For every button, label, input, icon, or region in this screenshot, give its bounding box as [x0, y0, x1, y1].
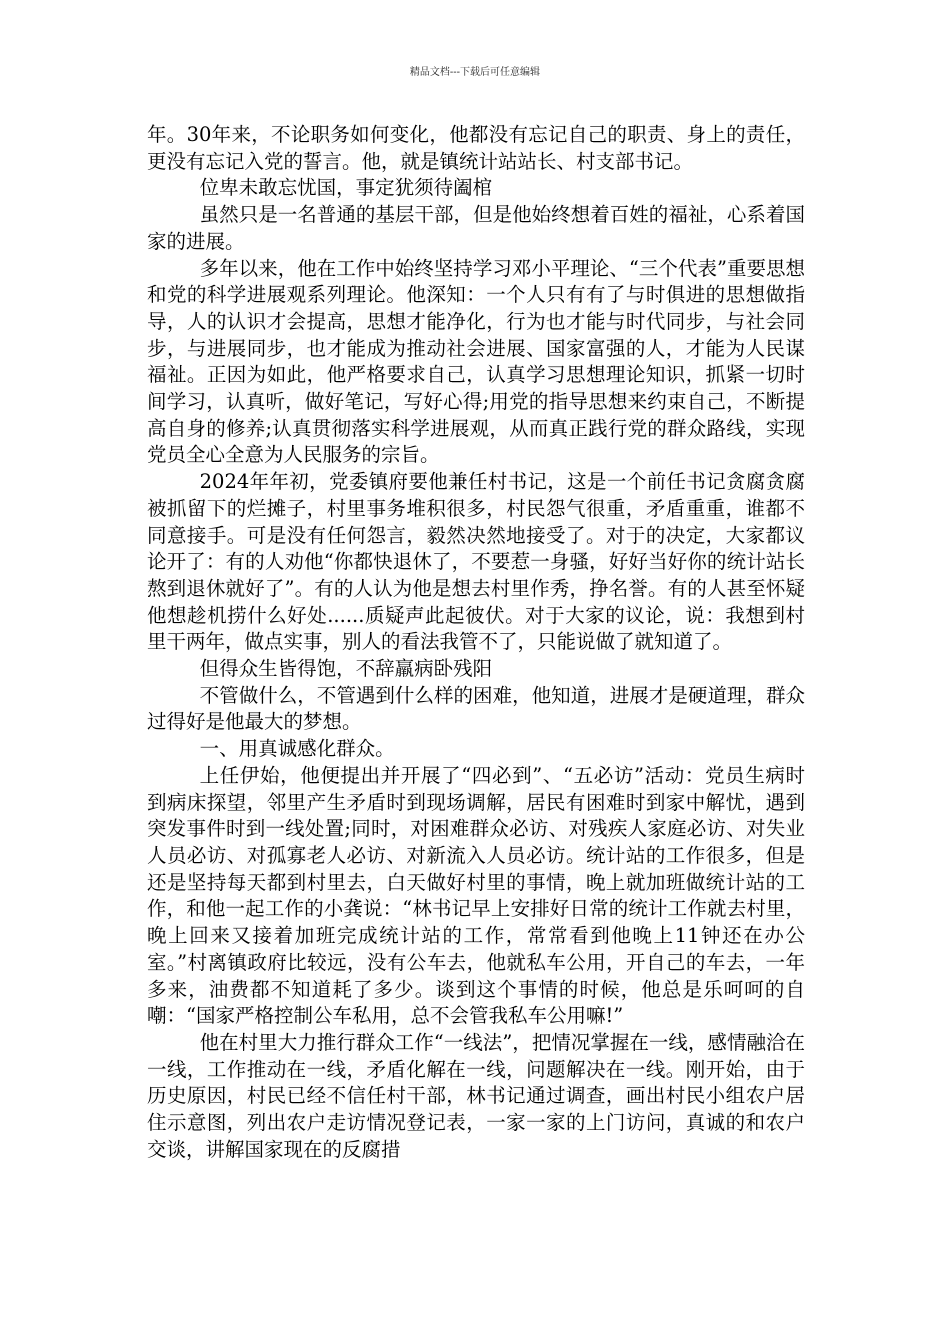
- paragraph-4: 多年以来，他在工作中始终坚持学习邓小平理论、“三个代表”重要思想和党的科学进展观系列理论。他深知：一个人只有有了与时俱进的思想做指导，人的认识才会提高，思想才能净化，行为也才能与时代同步，与社会同步，与进展同步，也才能成为推动社会进展、国家富强的人，才能为人民谋福祉。正因为如此，他严格要求自己，认真学习思想理论知识，抓紧一切时间学习，认真听，做好笔记，写好心得;用党的指导思想来约束自己，不断提高自身的修养;认真贯彻落实科学进展观，从而真正践行党的群众路线，实现党员全心全意为人民服务的宗旨。: [147, 256, 805, 467]
- paragraph-2-heading: 位卑未敢忘忧国，事定犹须待阖棺: [199, 176, 493, 200]
- page-header-note: 精品文档---下载后可任意编辑: [409, 67, 541, 78]
- paragraph-10: 他在村里大力推行群众工作“一线法”，把情况掌握在一线，感情融洽在一线，工作推动在一线，矛盾化解在一线，问题解决在一线。刚开始，由于历史原因，村民已经不信任村干部，林书记通过调查，画出村民小组农户居住示意图，列出农户走访情况登记表，一家一家的上门访问，真诚的和农户交谈，讲解国家现在的反腐措: [147, 1030, 805, 1161]
- paragraph-7: 不管做什么，不管遇到什么样的困难，他知道，进展才是硬道理，群众过得好是他最大的梦想。: [147, 683, 805, 734]
- paragraph-8-section-title: 一、用真诚感化群众。: [199, 737, 395, 761]
- paragraph-5: 2024年年初，党委镇府要他兼任村书记，这是一个前任书记贪腐贪腐被抓留下的烂摊子，村里事务堆积很多，村民怨气很重，矛盾重重，谁都不同意接手。可是没有任何怨言，毅然决然地接受了。对于的决定，大家都议论开了：有的人劝他“你都快退休了，不要惹一身骚，好好当好你的统计站长熬到退休就好了”。有的人认为他是想去村里作秀，挣名誉。有的人甚至怀疑他想趁机捞什么好处......质疑声此起彼伏。对于大家的议论，说：我想到村里干两年，做点实事，别人的看法我管不了，只能说做了就知道了。: [147, 470, 805, 654]
- paragraph-1: 年。30年来，不论职务如何变化，他都没有忘记自己的职责、身上的责任，更没有忘记入党的誓言。他，就是镇统计站站长、村支部书记。: [147, 123, 805, 173]
- paragraph-6-heading: 但得众生皆得饱，不辞羸病卧残阳: [199, 657, 493, 681]
- document-body: [147, 122, 805, 1163]
- paragraph-3: 虽然只是一名普通的基层干部，但是他始终想着百姓的福祉，心系着国家的进展。: [147, 203, 805, 253]
- paragraph-9: 上任伊始，他便提出并开展了“四必到”、“五必访”活动：党员生病时到病床探望，邻里产生矛盾时到现场调解，居民有困难时到家中解忧，遇到突发事件时到一线处置;同时，对困难群众必访、对残疾人家庭必访、对失业人员必访、对孤寡老人必访、对新流入人员必访。统计站的工作很多，但是还是坚持每天都到村里去，白天做好村里的事情，晚上就加班做统计站的工作，和他一起工作的小龚说：“林书记早上安排好日常的统计工作就去村里，晚上回来又接着加班完成统计站的工作，常常看到他晚上11钟还在办公室。”村离镇政府比较远，没有公车去，他就私车公用，开自己的车去，一年多来，油费都不知道耗了多少。谈到这个事情的时候，他总是乐呵呵的自嘲：“国家严格控制公车私用，总不会管我私车公用嘛!”: [147, 763, 805, 1028]
